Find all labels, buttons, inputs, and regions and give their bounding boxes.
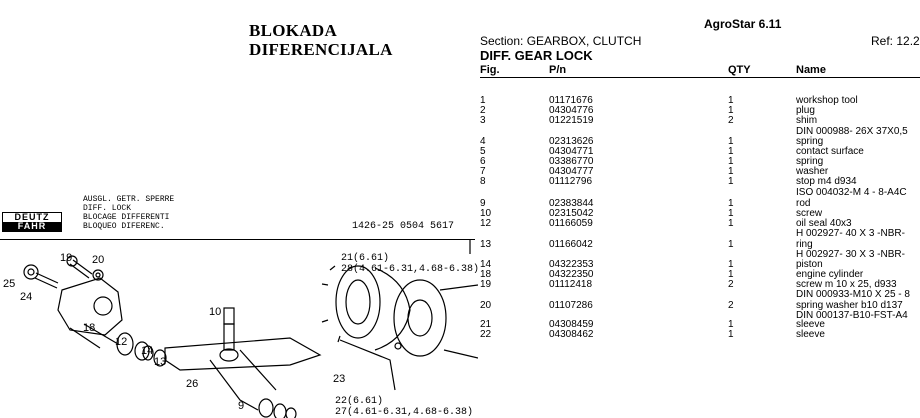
callout-28: 28(4.61-6.31,4.68-6.38) [341, 264, 480, 275]
row-part-number: 02383844 [549, 198, 594, 209]
row-part-number: 04322350 [549, 269, 594, 280]
row-name: rod [796, 198, 811, 209]
row-fig: 8 [480, 176, 486, 187]
row-part-number: 04304771 [549, 146, 594, 157]
model-name: AgroStar 6.11 [704, 17, 782, 31]
row-name: stop m4 d934 [796, 176, 857, 187]
row-name: washer [796, 166, 829, 177]
table-row [480, 177, 920, 187]
table-row [480, 320, 920, 330]
row-name: screw m 10 x 25, d933 [796, 279, 897, 290]
row-name: piston [796, 259, 823, 270]
table-row [480, 330, 920, 340]
table-row [480, 188, 920, 198]
row-name: shim [796, 115, 818, 126]
callout-number: 25 [3, 278, 16, 290]
table-row [480, 157, 920, 167]
row-name: sleeve [796, 329, 825, 340]
logo-text-top: DEUTZ [3, 213, 61, 222]
drawing-ref-number: 1426-25 0504 5617 [352, 221, 455, 232]
row-qty: 1 [728, 156, 734, 167]
table-row [480, 106, 920, 116]
row-name: sleeve [796, 319, 825, 330]
callout-number: 10 [209, 306, 222, 318]
row-fig: 14 [480, 259, 492, 270]
logo-text-bottom: FAHR [3, 222, 61, 231]
column-header-qty: QTY [728, 64, 751, 76]
table-row [480, 147, 920, 157]
table-row [480, 250, 920, 260]
row-name: spring [796, 136, 824, 147]
row-part-number: 02313626 [549, 136, 594, 147]
row-qty: 2 [728, 300, 734, 311]
row-part-number: 04322353 [549, 259, 594, 270]
table-row [480, 209, 920, 219]
row-name: DIN 000988- 26X 37X0,5 [796, 126, 908, 137]
caption-line: AUSGL. GETR. SPERRE [83, 195, 175, 204]
callout-27: 27(4.61-6.31,4.68-6.38) [335, 407, 474, 418]
row-fig: 12 [480, 218, 492, 229]
row-qty: 1 [728, 259, 734, 270]
row-fig: 18 [480, 269, 492, 280]
row-fig: 3 [480, 115, 486, 126]
callout-number: 26 [186, 378, 199, 390]
table-row [480, 290, 920, 300]
row-part-number: 01166059 [549, 218, 593, 229]
page-title-line1: BLOKADA [249, 21, 338, 40]
row-fig: 9 [480, 198, 486, 209]
callout-number: 23 [333, 373, 346, 385]
drawing-caption [83, 195, 174, 231]
row-name: ISO 004032-M 4 - 8-A4C [796, 187, 907, 198]
table-row [480, 229, 920, 239]
row-qty: 1 [728, 319, 734, 330]
row-fig: 19 [480, 279, 492, 290]
row-part-number: 01112418 [549, 279, 593, 290]
drawing-header [0, 193, 475, 240]
caption-line: BLOQUEO DIFERENC. [83, 222, 165, 231]
row-name: spring washer b10 d137 [796, 300, 903, 311]
row-fig: 5 [480, 146, 486, 157]
header-divider [480, 77, 920, 78]
row-qty: 1 [728, 239, 734, 250]
section-label: Section: GEARBOX, CLUTCH [480, 34, 642, 48]
row-fig: 21 [480, 319, 492, 330]
row-fig: 1 [480, 95, 486, 106]
table-row [480, 127, 920, 137]
row-qty: 1 [728, 208, 734, 219]
table-row [480, 96, 920, 106]
row-qty: 2 [728, 115, 734, 126]
callout-21: 21(6.61) [341, 253, 390, 264]
page-title-line2: DIFERENCIJALA [249, 40, 393, 59]
ref-label: Ref: 12.2 [871, 34, 920, 48]
row-part-number: 01166042 [549, 239, 593, 250]
row-name: oil seal 40x3 [796, 218, 852, 229]
row-qty: 1 [728, 136, 734, 147]
row-part-number: 02315042 [549, 208, 594, 219]
row-name: DIN 000137-B10-FST-A4 [796, 310, 908, 321]
column-header-name: Name [796, 64, 826, 76]
callout-number: 18 [83, 322, 96, 334]
row-qty: 1 [728, 166, 734, 177]
row-fig: 13 [480, 239, 492, 250]
group-title: DIFF. GEAR LOCK [480, 48, 593, 63]
caption-line: BLOCAGE DIFFERENTI [83, 213, 170, 222]
callout-number: 12 [115, 336, 128, 348]
row-qty: 1 [728, 95, 734, 106]
row-name: workshop tool [796, 95, 858, 106]
table-row [480, 116, 920, 126]
callout-number: 9 [238, 400, 245, 412]
row-fig: 4 [480, 136, 486, 147]
row-qty: 1 [728, 146, 734, 157]
deutz-fahr-logo [2, 212, 62, 232]
row-name: spring [796, 156, 824, 167]
row-part-number: 01107286 [549, 300, 593, 311]
callout-number: 14 [141, 345, 154, 357]
callout-22: 22(6.61) [335, 396, 384, 407]
row-part-number: 04308462 [549, 329, 594, 340]
row-fig: 2 [480, 105, 486, 116]
row-part-number: 03386770 [549, 156, 594, 167]
row-qty: 1 [728, 176, 734, 187]
row-name: contact surface [796, 146, 864, 157]
row-name: ring [796, 239, 813, 250]
row-part-number: 01171676 [549, 95, 593, 106]
caption-line: DIFF. LOCK [83, 204, 132, 213]
row-part-number: 04308459 [549, 319, 594, 330]
row-name: plug [796, 105, 815, 116]
callout-number: 24 [20, 291, 33, 303]
row-fig: 7 [480, 166, 486, 177]
row-qty: 1 [728, 105, 734, 116]
row-part-number: 01221519 [549, 115, 594, 126]
column-header-fig: Fig. [480, 64, 500, 76]
row-qty: 2 [728, 279, 734, 290]
row-part-number: 01112796 [549, 176, 593, 187]
row-qty: 1 [728, 329, 734, 340]
row-fig: 22 [480, 329, 492, 340]
row-qty: 1 [728, 269, 734, 280]
callout-number: 19 [60, 252, 73, 264]
row-part-number: 04304776 [549, 105, 594, 116]
row-name: screw [796, 208, 823, 219]
row-qty: 1 [728, 198, 734, 209]
row-qty: 1 [728, 218, 734, 229]
row-name: H 002927- 40 X 3 -NBR- [796, 228, 905, 239]
callout-number: 13 [154, 356, 167, 368]
row-part-number: 04304777 [549, 166, 594, 177]
row-fig: 6 [480, 156, 486, 167]
column-header-pn: P/n [549, 64, 567, 76]
row-name: engine cylinder [796, 269, 864, 280]
table-row [480, 199, 920, 209]
row-fig: 20 [480, 300, 492, 311]
row-name: H 002927- 30 X 3 -NBR- [796, 249, 905, 260]
row-fig: 10 [480, 208, 492, 219]
row-name: DIN 000933-M10 X 25 - 8 [796, 289, 910, 300]
callout-number: 20 [92, 254, 105, 266]
